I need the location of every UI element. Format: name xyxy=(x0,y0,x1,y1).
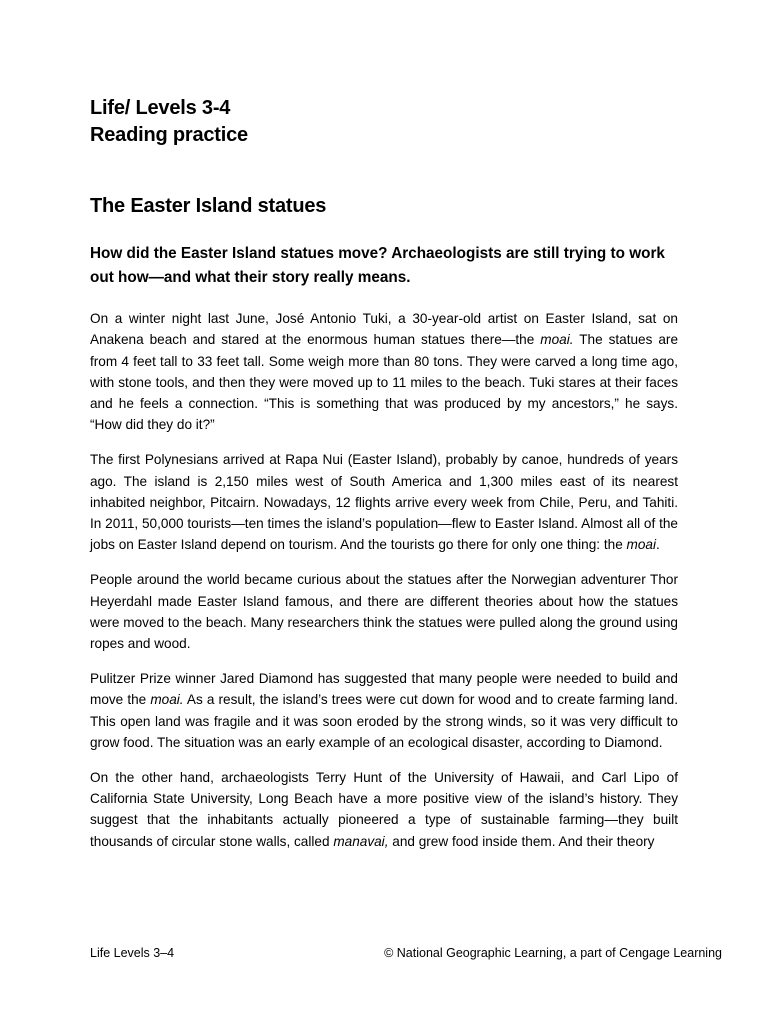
paragraph-5-italic: manavai, xyxy=(333,833,389,849)
paragraph-1-text-b: The statues are from 4 feet tall to 33 feet tall. Some weigh more than 80 tons. They were carved a long time ago, with stone tools, and then they were moved up to 11 miles to the beach. Tuki stares at their faces and he feels a connection. “This is something that was produced by my ancestors,” he says. “How did they do it?” xyxy=(90,332,679,433)
paragraph-2-italic: moai xyxy=(626,537,657,553)
paragraph-4-text-a: Pulitzer Prize winner Jared Diamond has suggested that many people were needed to build and move the xyxy=(90,670,678,708)
paragraph-1-italic: moai. xyxy=(540,332,574,348)
paragraph-2-text-a: The first Polynesians arrived at Rapa Nui (Easter Island), probably by canoe, hundreds of years ago. The island is 2,150 miles west of South America and 1,300 miles east of its nearest inhabited neighbor, Pitcairn. Nowadays, 12 flights arrive every week from Chile, Peru, and Tahiti. In 2011, 50,000 tourists—ten times the island’s population—flew to Easter Island. Almost all of the jobs on Easter Island depend on tourism. And the tourists go there for only one thing: the xyxy=(90,452,678,553)
paragraph-5-text-b: and grew food inside them. And their theory xyxy=(388,833,655,849)
paragraph-4-italic: moai. xyxy=(150,692,184,708)
article-lead: How did the Easter Island statues move? Archaeologists are still trying to work out how—and what their story really means. xyxy=(90,245,665,286)
paragraph-2 xyxy=(90,449,678,555)
footer-level-label: Life Levels 3–4 xyxy=(90,946,175,960)
paragraph-1 xyxy=(90,308,678,436)
paragraph-3-text-a: People around the world became curious about the statues after the Norwegian adventurer Thor Heyerdahl made Easter Island famous, and there are different theories about how the statues were moved to the beach. Many researchers think the statues were pulled along the ground using ropes and wood. xyxy=(90,572,678,652)
footer-copyright: © National Geographic Learning, a part of Cengage Learning xyxy=(384,946,722,960)
paragraph-3 xyxy=(90,569,678,654)
paragraph-4-text-b: As a result, the island’s trees were cut down for wood and to create farming land. This open land was fragile and it was soon eroded by the strong winds, so it was very difficult to grow food. The situation was an early example of an ecological disaster, according to Diamond. xyxy=(90,692,678,750)
document-header xyxy=(90,95,248,149)
section-heading: Reading practice xyxy=(90,124,248,146)
course-level-heading: Life/ Levels 3-4 xyxy=(90,97,231,119)
paragraph-2-text-b: . xyxy=(656,537,660,553)
paragraph-1-text-a: On a winter night last June, José Antonio Tuki, a 30-year-old artist on Easter Island, sat on Anakena beach and stared at the enormous human statues there—the xyxy=(90,311,678,348)
article-body xyxy=(90,308,678,865)
paragraph-4 xyxy=(90,668,678,753)
paragraph-5-text-a: On the other hand, archaeologists Terry Hunt of the University of Hawaii, and Carl Lipo of California State University, Long Beach have a more positive view of the island’s history. They suggest that the inhabitants actually pioneered a type of sustainable farming—they built thousands of circular stone walls, called xyxy=(90,769,678,849)
paragraph-5 xyxy=(90,767,678,852)
article-title: The Easter Island statues xyxy=(90,195,327,217)
